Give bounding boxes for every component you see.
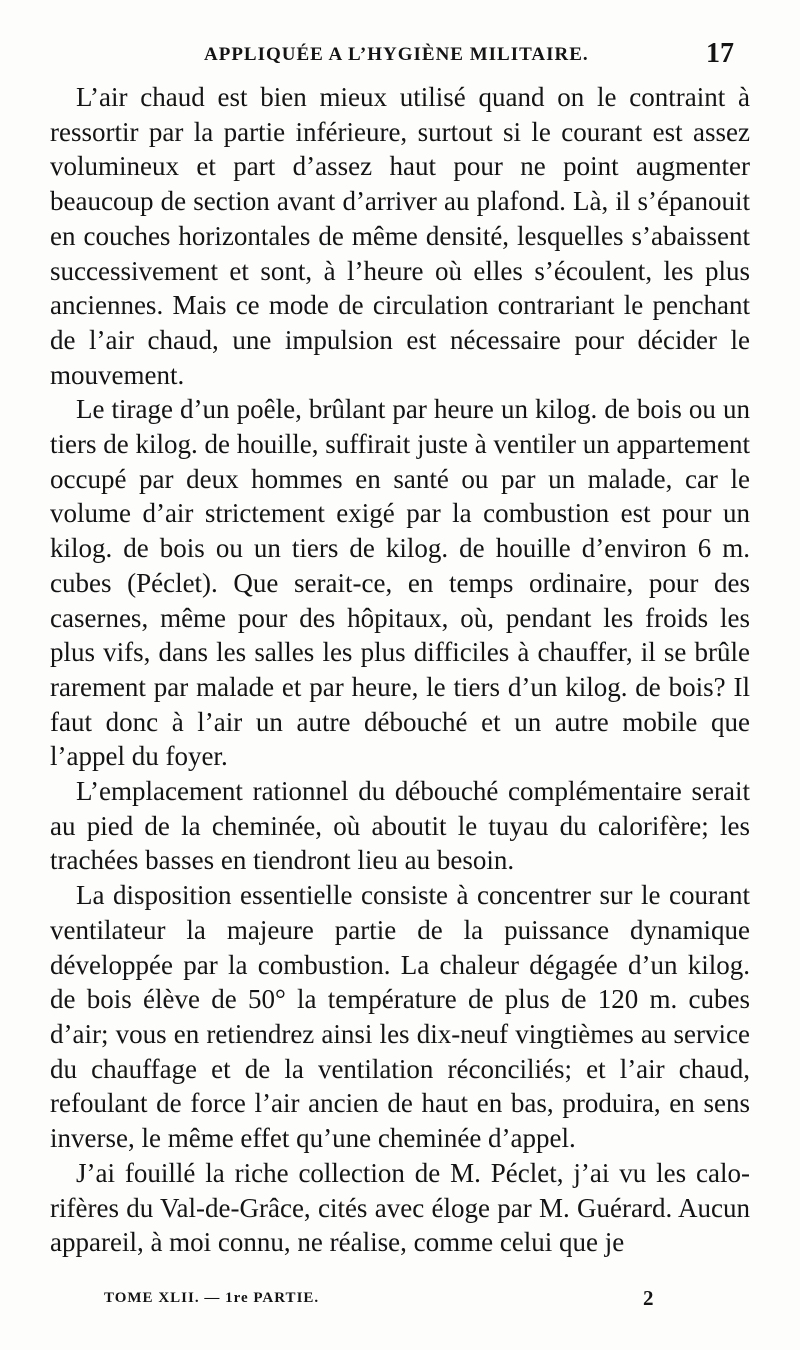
paragraph-3: L’emplacement rationnel du débouché complémentaire serait au pied de la cheminée, où aboutit le tuyau du calorifère; les trachées basses en tiendront lieu au besoin.	[50, 776, 750, 876]
paragraph-5: J’ai fouillé la riche collection de M. Péclet, j’ai vu les calorifères du Val-de-Grâce, cités avec éloge par M. Guérard. Aucun appareil, à moi connu, ne réalise, comme celui que je	[50, 1157, 750, 1258]
signature-mark: 2	[643, 1286, 654, 1310]
paragraph-2: Le tirage d’un poêle, brûlant par heure un kilog. de bois ou un tiers de kilog. de houille, suffirait juste à ventiler un appartement occupé par deux hommes en santé ou par un malade, car le volume d’air strictement exigé par la combustion est pour un kilog. de bois ou un tiers de kilog. de houille d’environ 6 m. cubes (Péclet). Que serait-ce, en temps ordinaire, pour des casernes, même pour des hôpitaux, où, pendant les froids les plus vifs, dans les salles les plus difficiles à chauffer, il se brûle rarement par malade et par heure, le tiers d’un kilog. de bois? Il faut donc à l’air un autre débouché et un autre mobile que l’appel du foyer.	[50, 394, 750, 772]
paragraph-1: L’air chaud est bien mieux utilisé quand on le contraint à ressortir par la partie inférieure, surtout si le courant est assez volumineux et part d’assez haut pour ne point augmenter beaucoup de section avant d’arriver au plafond. Là, il s’épanouit en couches horizontales de même densité, lesquelles s’abaissent successivement et sont, à l’heure où elles s’écoulent, les plus anciennes. Mais ce mode de circulation contrariant le penchant de l’air chaud, une impulsion est nécessaire pour décider le mouvement.	[50, 82, 750, 390]
signature-line: TOME XLII. — 1re PARTIE.	[104, 1290, 320, 1306]
page-header	[0, 34, 800, 74]
paragraph-4: La disposition essentielle consiste à concentrer sur le courant ventilateur la majeure partie de la puissance dynamique développée par la combustion. La chaleur dégagée d’un kilog. de bois élève de 50° la température de plus de 120 m. cubes d’air; vous en retiendrez ainsi les dix-neuf vingtièmes au service du chauffage et de la ventilation réconciliés; et l’air chaud, refoulant de force l’air ancien de haut en bas, produira, en sens inverse, le même effet qu’une cheminée d’appel.	[50, 880, 750, 1154]
body-text	[50, 80, 750, 1260]
page-number: 17	[706, 38, 734, 69]
running-title: APPLIQUÉE A L’HYGIÈNE MILITAIRE.	[204, 44, 589, 65]
page-footer	[0, 1288, 800, 1318]
